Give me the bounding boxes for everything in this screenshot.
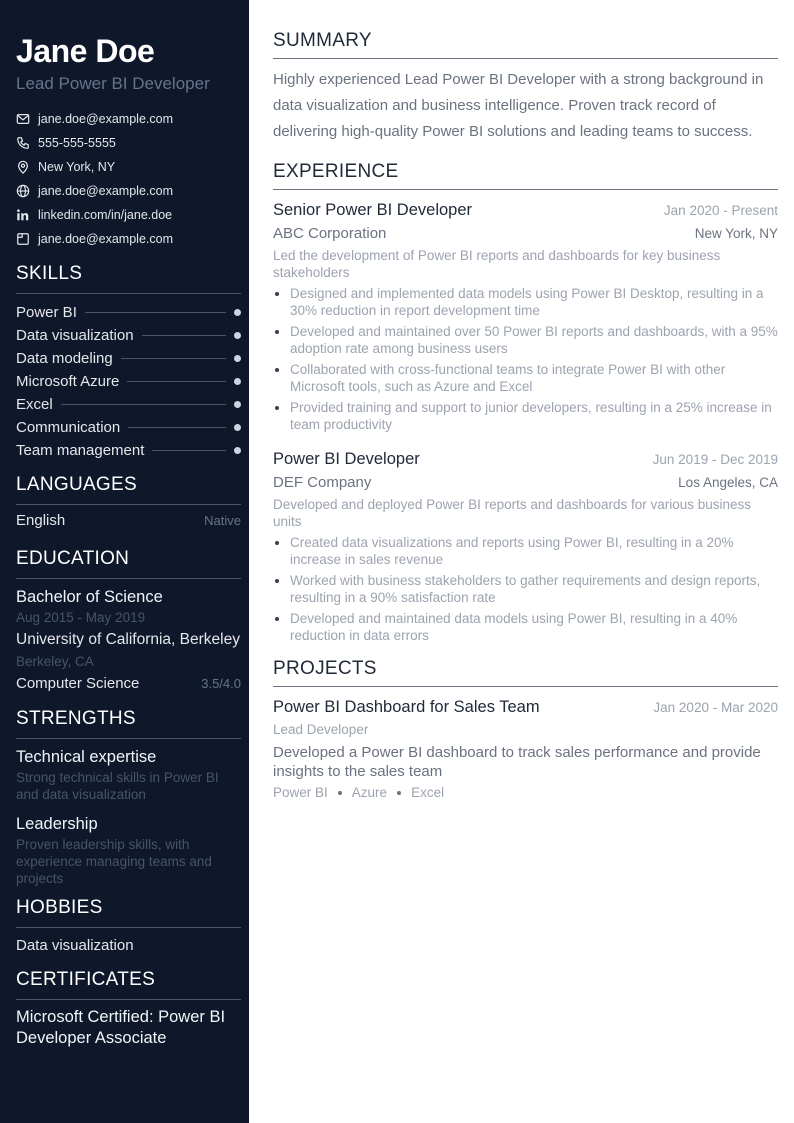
sidebar [0,0,249,1123]
job-bullet: Developed and maintained over 50 Power BI reports and dashboards, with a 95% adoption rate among business users [273,323,778,357]
education-school: University of California, Berkeley [16,631,240,648]
contact-phone[interactable] [16,131,241,155]
job-company-row [273,222,778,246]
tag-separator [338,791,342,795]
job-header [273,447,778,471]
job-bullet: Designed and implemented data models using Power BI Desktop, resulting in a 30% reduction in report development time [273,285,778,319]
location-icon [16,160,30,174]
strength-title: Leadership [16,815,98,833]
job-entry [273,198,778,433]
certificate-item: Microsoft Certified: Power BI Developer Associate [16,1008,226,1047]
job-title: Senior Power BI Developer [273,201,473,219]
skill-item [16,370,241,393]
skill-divider [128,427,226,428]
languages-heading: LANGUAGES [16,474,241,505]
projects-heading: PROJECTS [273,658,778,687]
contact-website[interactable] [16,179,241,203]
linkedin-icon [16,208,30,222]
skill-item [16,393,241,416]
job-dates: Jun 2019 - Dec 2019 [652,452,778,467]
contact-text: 555-555-5555 [38,136,116,150]
contact-text: jane.doe@example.com [38,112,173,126]
job-company: ABC Corporation [273,225,387,242]
education-field: Computer Science [16,675,140,692]
education-field-row [16,672,241,696]
skill-divider [127,381,226,382]
project-tag: Azure [351,785,388,800]
skill-item [16,416,241,439]
job-bullet: Provided training and support to junior developers, resulting in a 25% increase in team productivity [273,399,778,433]
job-bullet: Developed and maintained data models using Power BI, resulting in a 40% reduction in data errors [273,610,778,644]
skill-divider [85,312,226,313]
job-description: Led the development of Power BI reports and dashboards for key business stakeholders [273,248,721,280]
contact-email[interactable] [16,107,241,131]
job-header [273,198,778,222]
contact-text: jane.doe@example.com [38,232,173,246]
skill-dot [234,401,241,408]
language-item [16,512,241,536]
skills-heading: SKILLS [16,263,241,294]
strength-title: Technical expertise [16,748,157,766]
job-description: Developed and deployed Power BI reports and dashboards for various business units [273,497,752,529]
skill-dot [234,424,241,431]
education-dates: Aug 2015 - May 2019 [16,610,146,625]
education-degree: Bachelor of Science [16,588,163,606]
contact-text: linkedin.com/in/jane.doe [38,208,173,222]
contact-text: New York, NY [38,160,116,174]
job-company-row [273,471,778,495]
skill-dot [234,378,241,385]
skill-label: Data modeling [16,350,113,367]
skills-list [16,301,241,462]
project-role: Lead Developer [273,722,369,737]
contact-text: jane.doe@example.com [38,184,173,198]
skill-dot [234,309,241,316]
skill-label: Communication [16,419,121,436]
candidate-title: Lead Power BI Developer [16,74,210,93]
experience-heading: EXPERIENCE [273,161,778,190]
education-heading: EDUCATION [16,548,241,579]
skill-label: Microsoft Azure [16,373,120,390]
contact-list [16,107,241,251]
certificates-heading: CERTIFICATES [16,969,241,1000]
job-location: New York, NY [694,226,778,241]
main-content [249,0,794,1123]
hobbies-heading: HOBBIES [16,897,241,928]
portfolio-icon [16,232,30,246]
project-header [273,695,778,719]
skill-divider [61,404,226,405]
skill-item [16,439,241,462]
candidate-name: Jane Doe [16,33,155,69]
project-dates: Jan 2020 - Mar 2020 [653,700,778,715]
skill-divider [121,358,226,359]
skill-item [16,301,241,324]
skill-item [16,347,241,370]
skill-item [16,324,241,347]
skill-divider [142,335,226,336]
strengths-heading: STRENGTHS [16,708,241,739]
skill-dot [234,447,241,454]
project-entry [273,695,778,800]
education-location: Berkeley, CA [16,654,94,669]
job-bullets [273,534,778,644]
strengths-list [16,746,241,887]
contact-portfolio[interactable] [16,227,241,251]
project-tag: Power BI [273,785,328,800]
job-company: DEF Company [273,474,372,491]
skill-label: Data visualization [16,327,134,344]
strength-desc: Proven leadership skills, with experience managing teams and projects [16,837,212,886]
job-bullet: Created data visualizations and reports using Power BI, resulting in a 20% increase in sales revenue [273,534,778,568]
email-icon [16,112,30,126]
education-gpa: 3.5/4.0 [201,676,241,691]
summary-text: Highly experienced Lead Power BI Developer with a strong background in data visualization and business intelligence. Proven track record of delivering high-quality Power BI solutions and leading teams to success. [273,71,764,140]
globe-icon [16,184,30,198]
language-name: English [16,512,66,529]
job-bullet: Collaborated with cross-functional teams to integrate Power BI with other Microsoft tools, such as Azure and Excel [273,361,778,395]
skill-label: Team management [16,442,145,459]
education-entry [16,586,241,696]
skill-dot [234,355,241,362]
skill-dot [234,332,241,339]
job-bullets [273,285,778,433]
hobby-item: Data visualization [16,937,134,954]
job-title: Power BI Developer [273,450,420,468]
project-tags [273,785,778,800]
language-level: Native [204,513,241,528]
job-location: Los Angeles, CA [678,475,778,490]
project-description: Developed a Power BI dashboard to track sales performance and provide insights to the sales team [273,744,761,780]
contact-linkedin[interactable] [16,203,241,227]
skill-label: Power BI [16,304,77,321]
skill-label: Excel [16,396,53,413]
skill-divider [152,450,226,451]
tag-separator [397,791,401,795]
summary-heading: SUMMARY [273,30,778,59]
contact-location [16,155,241,179]
job-bullet: Worked with business stakeholders to gather requirements and design reports, resulting in a 90% satisfaction rate [273,572,778,606]
job-entry [273,447,778,644]
project-title: Power BI Dashboard for Sales Team [273,698,540,716]
project-tag: Excel [411,785,445,800]
strength-desc: Strong technical skills in Power BI and data visualization [16,770,219,802]
job-dates: Jan 2020 - Present [663,203,778,218]
phone-icon [16,136,30,150]
